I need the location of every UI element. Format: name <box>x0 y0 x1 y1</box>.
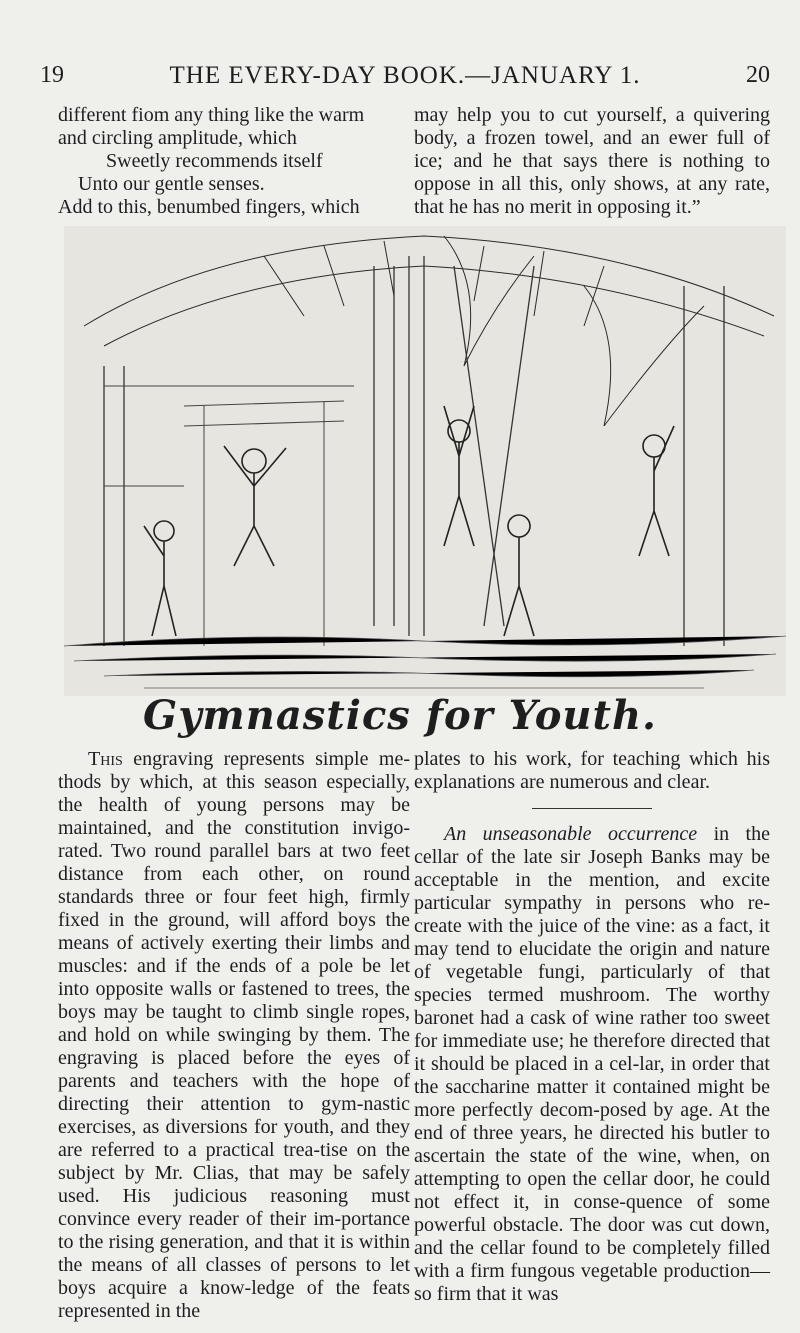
paragraph: may help you to cut yourself, a quivering body, a frozen towel, and an ewer full of ice; and he that says there is nothing to oppose in all this, only shows, at any rate, that he has no merit in opposing it.” <box>414 104 770 218</box>
second-article-lead: An unseasonable occurrence <box>444 823 698 845</box>
verse-line: Unto our gentle senses. <box>78 173 265 195</box>
illustration-caption: Gymnastics for Youth. <box>143 692 657 739</box>
second-article-paragraph <box>414 823 770 1306</box>
second-article-body: in the cellar of the late sir Joseph Banks may be acceptable in the mention, and excite particular sympathy in persons who re-create with the juice of the vine: as a fact, it may tend to elucidate the origin and nature of vegetable fungi, particularly of that species termed mushroom. The worthy baronet had a cask of wine rather too sweet for immediate use; he therefore directed that it should be placed in a cel-lar, in order that the saccharine matter it contained might be more perfectly decom-posed by age. At the end of three years, he directed his butler to ascertain the state of the wine, when, on attempting to open the cellar door, he could not effect it, in conse-quence of some powerful obstacle. The door was cut down, and the cellar found to be completely filled with a firm fungous vegetable production—so firm that it was <box>414 823 770 1305</box>
page-number-right: 20 <box>746 62 770 88</box>
verse-line: Sweetly recommends itself <box>106 150 323 172</box>
article-continued: plates to his work, for teaching which his explanations are numerous and clear. <box>414 748 770 793</box>
gymnastics-engraving <box>64 226 786 696</box>
verse-line: Add to this, benumbed fingers, which <box>58 196 360 218</box>
running-header <box>40 62 770 96</box>
article-body: engraving represents simple me-thods by which, at this season especially, the health of young persons may be maintained, and the constitution invigo-rated. Two round parallel bars at two feet distance from each other, on round standards three or four feet high, firmly fixed in the ground, will afford boys the means of actively exerting their limbs and muscles: and if the ends of a pole be let into opposite walls or fastened to trees, the boys may be taught to climb single ropes, and hold on while swinging by them. The engraving is placed before the eyes of parents and teachers with the hope of directing their attention to gym-nastic exercises, as diversions for youth, and they are referred to a practical trea-tise on the subject by Mr. Clias, that may be safely used. His judicious reasoning must convince every reader of their im-portance to the rising generation, and that it is within the means of all classes of persons to let boys acquire a know-ledge of the feats represented in the <box>58 748 410 1322</box>
verse-continuation <box>58 104 410 219</box>
section-divider <box>532 808 652 809</box>
article-left-column <box>58 748 410 1323</box>
article-right-column <box>414 748 770 1306</box>
page-number-left: 19 <box>40 62 64 88</box>
verse-line: different fiom any thing like the warm <box>58 104 365 126</box>
engraving-illustration <box>64 226 786 696</box>
lead-word: This <box>88 748 123 770</box>
prose-continuation <box>414 104 770 219</box>
running-title: THE EVERY-DAY BOOK.—JANUARY 1. <box>169 62 641 89</box>
article-paragraph <box>58 748 410 1323</box>
verse-line: and circling amplitude, which <box>58 127 297 149</box>
